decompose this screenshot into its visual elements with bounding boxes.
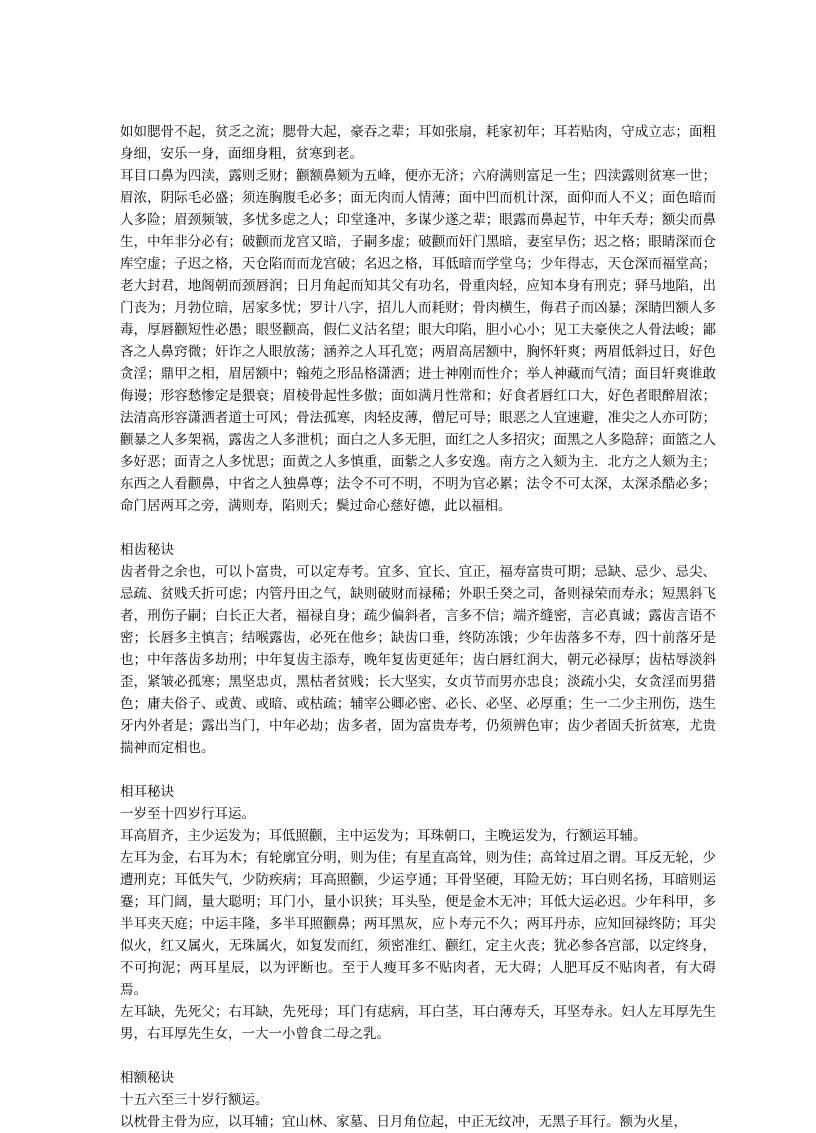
paragraph-ears-metal-wood: 左耳为金，右耳为木；有轮廓宜分明，则为佳；有星直高耸，则为佳；高耸过眉之谓。耳反无轮，少遭刑克；耳低失气，少防疾病；耳高照颧，少运亨通；耳骨坚硬，耳险无妨；耳白则名扬，耳暗则运蹇；耳门阔，量大聪明；耳门小，量小识狭；耳头坠，便是金木无冲；耳低大运必迟。少年科甲，多半耳夹天庭；中运丰隆，多半耳照颧鼻；两耳黑灰，应卜寿元不久；两耳丹赤，应知回禄终防；耳尖似火，红又属火，无珠属火，如复发而红，须密准红、颧红，定主火丧；犹必参各宫部，以定终身，不可拘泥；两耳星辰，以为评断也。至于人瘦耳多不贴肉者，无大碍；人肥耳反不贴肉者，有大碍焉。 — [120, 850, 716, 998]
paragraph-ears-missing: 左耳缺，先死父；右耳缺，先死母；耳门有痣病，耳白茎，耳白薄寿夭，耳坚寿永。妇人左耳厚先生男，右耳厚先生女，一大一小曾食二母之乳。 — [120, 1004, 716, 1042]
section-gap — [120, 759, 716, 781]
section-heading-teeth: 相齿秘诀 — [120, 542, 174, 558]
document-page — [120, 121, 716, 1133]
paragraph-face-summary-intro: 如如腮骨不起，贫乏之流；腮骨大起，豪吞之辈；耳如张扇，耗家初年；耳若贴肉，守成立志；面粗身细，安乐一身，面细身粗，贫寒到老。 — [120, 124, 716, 162]
section-heading-forehead: 相额秘诀 — [120, 1070, 174, 1086]
paragraph-forehead-age: 十五六至三十岁行额运。 — [120, 1092, 269, 1108]
paragraph-ears-height: 耳高眉齐，主少运发为；耳低照颧，主中运发为；耳珠朝口，主晚运发为，行额运耳辅。 — [120, 828, 647, 844]
section-heading-ears: 相耳秘诀 — [120, 784, 174, 800]
section-gap — [120, 517, 716, 539]
paragraph-teeth: 齿者骨之余也，可以卜富贵，可以定寿考。宜多、宜长、宜正，福寿富贵可期；忌缺、忌少、忌尖、忌疏、贫贱夭折可虑；内管丹田之气，缺则破财而禄稀；外职壬癸之司，备则禄荣而寿永；短黑斜飞者，刑伤子嗣；白长正大者，福禄自身；疏少偏斜者，言多不信；端齐缝密，言必真诚；露齿言语不密；长唇多主慎言；结喉露齿，必死在他乡；缺齿口垂，终防冻饿；少年齿落多不寿，四十前落牙是也；中年落齿多劫刑；中年复齿主添寿，晚年复齿更延年；齿白唇红润大，朝元必禄厚；齿枯辱淡斜歪，紧皱必孤寒；黑坚忠贞，黑枯者贫贱；长大坚实，女贞节而男亦忠良；淡疏小尖，女贪淫而男猎色；庸夫俗子、或黄、或暗、或枯疏；辅宰公卿必密、必长、必坚、必厚重；生一二少主刑伤，迭生牙内外者是；露出当门，中年必劫；齿多者，固为富贵寿考，仍须辨色审；齿少者固夭折贫寒，尤贵揣神而定相也。 — [120, 564, 716, 756]
paragraph-ears-age: 一岁至十四岁行耳运。 — [120, 806, 255, 822]
paragraph-forehead-bones: 以枕骨主骨为应，以耳辅；宜山林、家墓、日月角位起，中正无纹冲，无黑子耳行。额为火星， — [120, 1114, 687, 1130]
section-gap — [120, 1045, 716, 1067]
paragraph-four-rivers: 耳目口鼻为四渎，露则乏财；颧额鼻颏为五峰，便亦无济；六府满则富足一生；四渎露则贫寒一世；眉浓，阴际毛必盛；须连胸腹毛必多；面无肉而人情薄；面中凹而机计深，面仰而人不义；面色暗而人多险；眉颈频皱，多忧多虑之人；印堂逢冲，多谋少遂之辈；眼露而鼻起节，中年夭寿；额尖而鼻生，中年非分必有；破颧而龙宫又暗，子嗣多虚；破颧而奸门黑暗，妻室早伤；迟之格；眼睛深而仓库空虚；子迟之格，天仓陷而而龙宫破；名迟之格，耳低暗而学堂乌；少年得志，天仓深而福堂高；老大封君，地阁朝而颈唇润；日月角起而知其父有功名，骨重肉轻，应知本身有刑克；驿马地陷，出门丧为；月勃位暗，居家多忧；罗计八字，招儿人而耗财；骨肉横生，侮君子而凶暴；深睛凹额人多毒，厚唇颧短性必愚；眼竖颧高，假仁义沽名望；眼大印陷，胆小心小；见工夫豪侠之人骨法峻；鄙吝之人鼻窍微；奸诈之人眼放荡；涵养之人耳孔宽；两眉高居额中，胸怀轩爽；两眉低斜过日，好色贪淫；鼎甲之相，眉居额中；翰苑之形品格潇洒；进士神刚而性介；举人神藏而气清；面目轩爽谁敢侮谩；形容愁惨定是猥衰；眉棱骨起性多傲；面如满月性常和；好食者唇红口大，好色者眼醉眉浓；法清高形容潇洒者道士可风；骨法孤寒，肉轻皮薄，僧尼可导；眼恶之人宜速避，准尖之人亦可防；颧暴之人多架祸，露齿之人多泄机；面白之人多无胆，面红之人多招灾；面黑之人多隐辞；面篮之人多好恶；面青之人多忧思；面黄之人多慎重，面紫之人多安逸。南方之入颏为主．北方之人颏为主；东西之人看颧鼻，中省之人独鼻尊；法令不可不明，不明为官必累；法令不可太深，太深杀酷必多；命门居两耳之旁，满则寿，陷则夭；鬓过命心慈好德，此以福相。 — [120, 168, 716, 514]
